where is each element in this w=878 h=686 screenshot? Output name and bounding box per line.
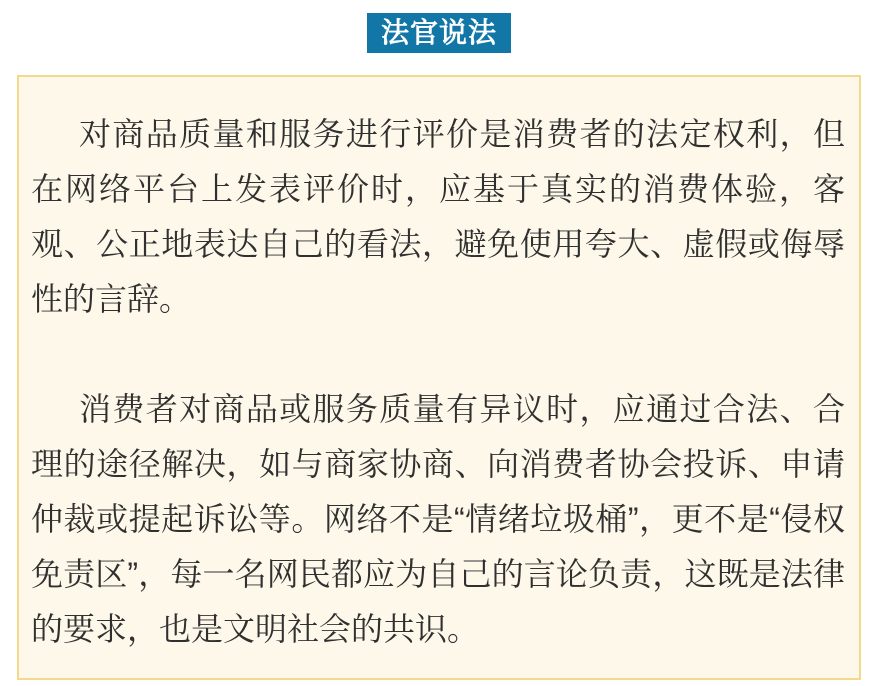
paragraph-evaluation-rights: 对商品质量和服务进行评价是消费者的法定权利，但在网络平台上发表评价时，应基于真实的消费体验，客观、公正地表达自己的看法，避免使用夸大、虚假或侮辱性的言辞。 bbox=[31, 116, 845, 317]
paragraph-dispute-resolution: 消费者对商品或服务质量有异议时，应通过合法、合理的途径解决，如与商家协商、向消费者协会投诉、申请仲裁或提起诉讼等。网络不是“情绪垃圾桶”，更不是“侵权免责区”，每一名网民都应为自己的言论负责，这既是法律的要求，也是文明社会的共识。 bbox=[31, 391, 845, 647]
content-card bbox=[17, 75, 861, 680]
section-title-badge: 法官说法 bbox=[367, 13, 511, 53]
